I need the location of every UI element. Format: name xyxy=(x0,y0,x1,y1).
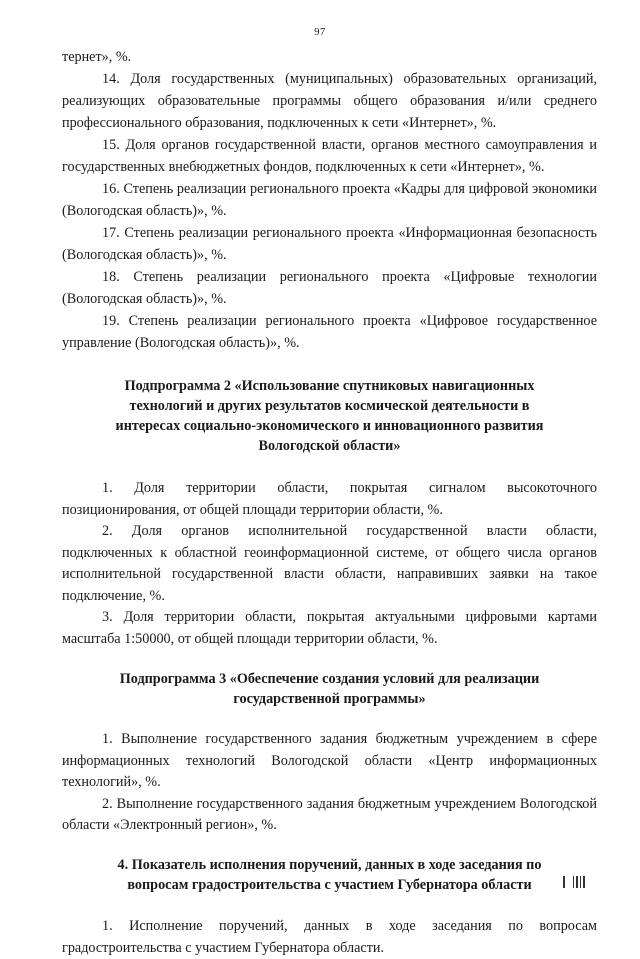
list-item: 17. Степень реализации регионального проекта «Информационная безопасность (Вологодская область)», %. xyxy=(62,225,597,263)
subprogram-2-indicators xyxy=(62,478,597,650)
section-4-indicators xyxy=(62,915,597,959)
list-item: 1. Выполнение государственного задания бюджетным учреждением в сфере информационных технологий Вологодской области «Центр информационных технологий», %. xyxy=(62,731,597,790)
list-item: 1. Доля территории области, покрытая сигналом высокоточного позиционирования, от общей площади территории области, %. xyxy=(62,480,597,518)
section-4-heading: 4. Показатель исполнения поручений, данных в ходе заседания по вопросам градостроительства с участием Губернатора области xyxy=(117,856,542,893)
list-item: 1. Исполнение поручений, данных в ходе заседания по вопросам градостроительства с участием Губернатора области. xyxy=(62,917,597,956)
subprogram-3-heading: Подпрограмма 3 «Обеспечение создания условий для реализации государственной программы» xyxy=(119,671,540,707)
barcode-mark xyxy=(563,876,585,888)
list-item: 14. Доля государственных (муниципальных) образовательных организаций, реализующих образовательные программы общего образования и/или среднего профессионального образования, подключенных к сети «Интернет», %. xyxy=(62,71,597,131)
indicator-list-continued xyxy=(62,46,597,354)
list-item: 16. Степень реализации регионального проекта «Кадры для цифровой экономики (Вологодская область)», %. xyxy=(62,181,597,219)
list-item: 2. Выполнение государственного задания бюджетным учреждением Вологодской области «Электронный регион», %. xyxy=(62,795,597,833)
subprogram-3-indicators xyxy=(62,729,597,837)
list-item: тернет», %. xyxy=(62,49,132,65)
list-item: 19. Степень реализации регионального проекта «Цифровое государственное управление (Вологодская область)», %. xyxy=(62,313,597,351)
subprogram-2-heading: Подпрограмма 2 «Использование спутниковых навигационных технологий и других результатов космической деятельности в интересах социально-экономического и инновационного развития Вологодской области» xyxy=(115,378,544,454)
page-content xyxy=(62,46,597,959)
list-item: 15. Доля органов государственной власти, органов местного самоуправления и государственных внебюджетных фондов, подключенных к сети «Интернет», %. xyxy=(62,137,597,175)
list-item: 18. Степень реализации регионального проекта «Цифровые технологии (Вологодская область)», %. xyxy=(62,269,597,307)
page-number: 97 xyxy=(314,27,326,38)
list-item: 2. Доля органов исполнительной государственной власти области, подключенных к областной геоинформационной системе, от общего числа органов исполнительной государственной власти области, направивших заявки на такое подключение, %. xyxy=(62,523,597,604)
list-item: 3. Доля территории области, покрытая актуальными цифровыми картами масштаба 1:50000, от общей площади территории области, %. xyxy=(62,609,597,647)
